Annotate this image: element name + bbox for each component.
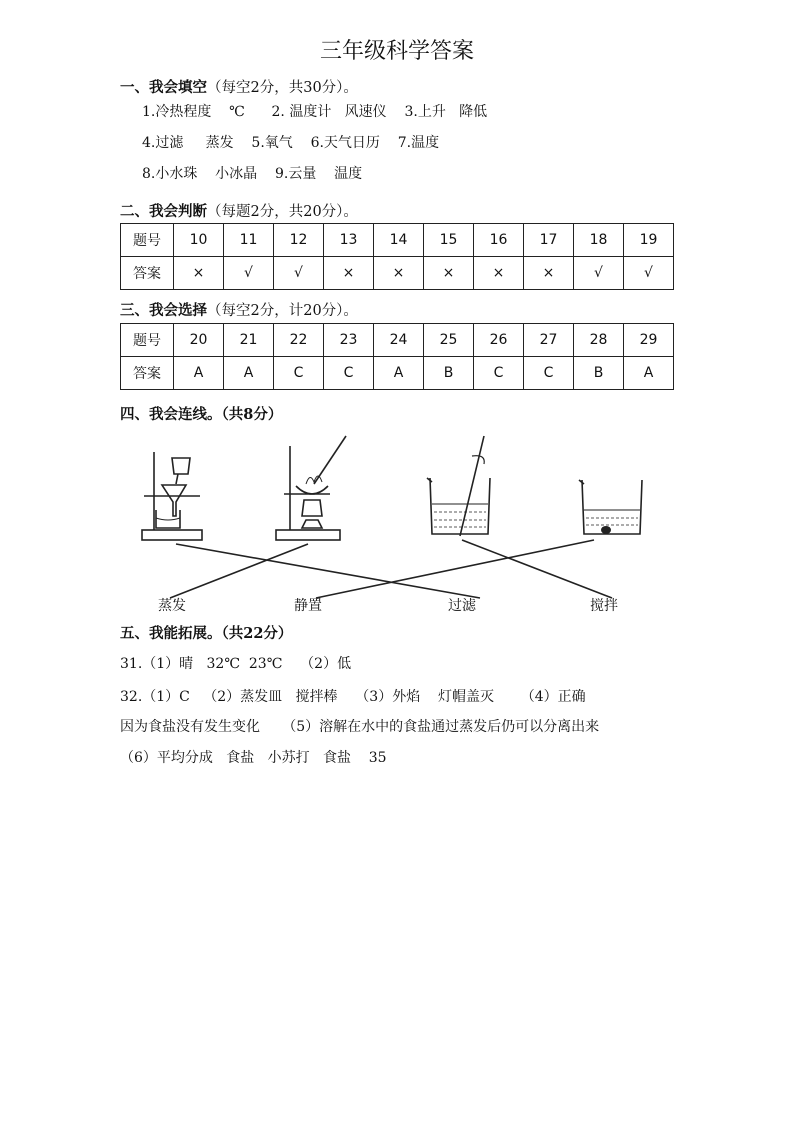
question-number: 25: [424, 324, 474, 357]
matching-lines: [170, 540, 612, 598]
match-label-settle: 静置: [294, 598, 322, 614]
table-row-numbers: [121, 324, 674, 357]
match-line-filtration: [176, 544, 480, 598]
question-number: 28: [574, 324, 624, 357]
section-1-title: 一、我会填空: [120, 79, 207, 96]
answer-cell: ×: [324, 257, 374, 290]
answer-cell: C: [474, 357, 524, 390]
question-number: 14: [374, 224, 424, 257]
settling-beaker-icon: [579, 480, 642, 534]
label-answer: 答案: [121, 257, 174, 290]
section-2-title: 二、我会判断: [120, 203, 207, 220]
answer-cell: A: [624, 357, 674, 390]
match-line-evaporation: [170, 544, 308, 598]
section-1-heading: [120, 76, 358, 97]
answer-cell: ×: [374, 257, 424, 290]
question-number: 16: [474, 224, 524, 257]
answer-line-31: 31.（1）晴 32℃ 23℃ （2）低: [120, 656, 352, 672]
fill-answers-row-3: 8.小水珠 小冰晶 9.云量 温度: [142, 166, 363, 182]
question-number: 22: [274, 324, 324, 357]
answer-line-32: 32.（1）C （2）蒸发皿 搅拌棒 （3）外焰 灯帽盖灭 （4）正确: [120, 689, 586, 705]
answer-cell: A: [374, 357, 424, 390]
section-3-heading: [120, 299, 358, 320]
fill-answers-row-1: 1.冷热程度 ℃ 2. 温度计 风速仪 3.上升 降低: [142, 104, 488, 120]
question-number: 21: [224, 324, 274, 357]
match-line-settling: [316, 540, 594, 598]
answer-cell: √: [224, 257, 274, 290]
label-answer: 答案: [121, 357, 174, 390]
table-row-numbers: [121, 224, 674, 257]
question-number: 26: [474, 324, 524, 357]
label-number: 题号: [121, 324, 174, 357]
page-title: 三年级科学答案: [319, 39, 474, 64]
answer-line-32-part6: （6）平均分成 食盐 小苏打 食盐 35: [120, 750, 387, 766]
question-number: 29: [624, 324, 674, 357]
answer-line-32-cont: 因为食盐没有发生变化 （5）溶解在水中的食盐通过蒸发后仍可以分离出来: [120, 719, 600, 735]
question-number: 27: [524, 324, 574, 357]
label-number: 题号: [121, 224, 174, 257]
answer-cell: A: [224, 357, 274, 390]
section-2-heading: [120, 200, 358, 221]
question-number: 15: [424, 224, 474, 257]
answer-cell: B: [574, 357, 624, 390]
question-number: 11: [224, 224, 274, 257]
answer-cell: √: [624, 257, 674, 290]
answer-cell: ×: [524, 257, 574, 290]
answer-cell: B: [424, 357, 474, 390]
evaporation-apparatus-icon: [276, 436, 346, 540]
answer-cell: C: [524, 357, 574, 390]
fill-answers-row-2: 4.过滤 蒸发 5.氧气 6.天气日历 7.温度: [142, 135, 440, 151]
question-number: 12: [274, 224, 324, 257]
section-1-note: （每空2分，共30分）。: [207, 80, 358, 96]
matching-diagram: [120, 430, 680, 620]
section-5-heading: 五、我能拓展。（共22分）: [120, 625, 293, 642]
answer-cell: A: [174, 357, 224, 390]
stirring-beaker-icon: [427, 436, 490, 536]
match-label-stir: 搅拌: [590, 598, 618, 614]
answer-cell: ×: [474, 257, 524, 290]
match-label-evaporate: 蒸发: [158, 598, 186, 614]
section-3-note: （每空2分，计20分）。: [207, 303, 358, 319]
answer-cell: ×: [174, 257, 224, 290]
answer-cell: ×: [424, 257, 474, 290]
answer-cell: √: [574, 257, 624, 290]
question-number: 17: [524, 224, 574, 257]
match-line-stirring: [462, 540, 612, 598]
question-number: 20: [174, 324, 224, 357]
question-number: 10: [174, 224, 224, 257]
section-4-heading: 四、我会连线。（共8分）: [120, 406, 283, 423]
question-number: 23: [324, 324, 374, 357]
match-label-filter: 过滤: [448, 598, 476, 614]
question-number: 24: [374, 324, 424, 357]
question-number: 13: [324, 224, 374, 257]
table-row-answers: [121, 257, 674, 290]
question-number: 19: [624, 224, 674, 257]
question-number: 18: [574, 224, 624, 257]
section-3-title: 三、我会选择: [120, 302, 207, 319]
filtration-apparatus-icon: [142, 452, 202, 540]
answer-cell: √: [274, 257, 324, 290]
choice-answer-table: [120, 323, 674, 390]
table-row-answers: [121, 357, 674, 390]
judge-answer-table: [120, 223, 674, 290]
section-2-note: （每题2分，共20分）。: [207, 204, 358, 220]
answer-cell: C: [274, 357, 324, 390]
answer-cell: C: [324, 357, 374, 390]
